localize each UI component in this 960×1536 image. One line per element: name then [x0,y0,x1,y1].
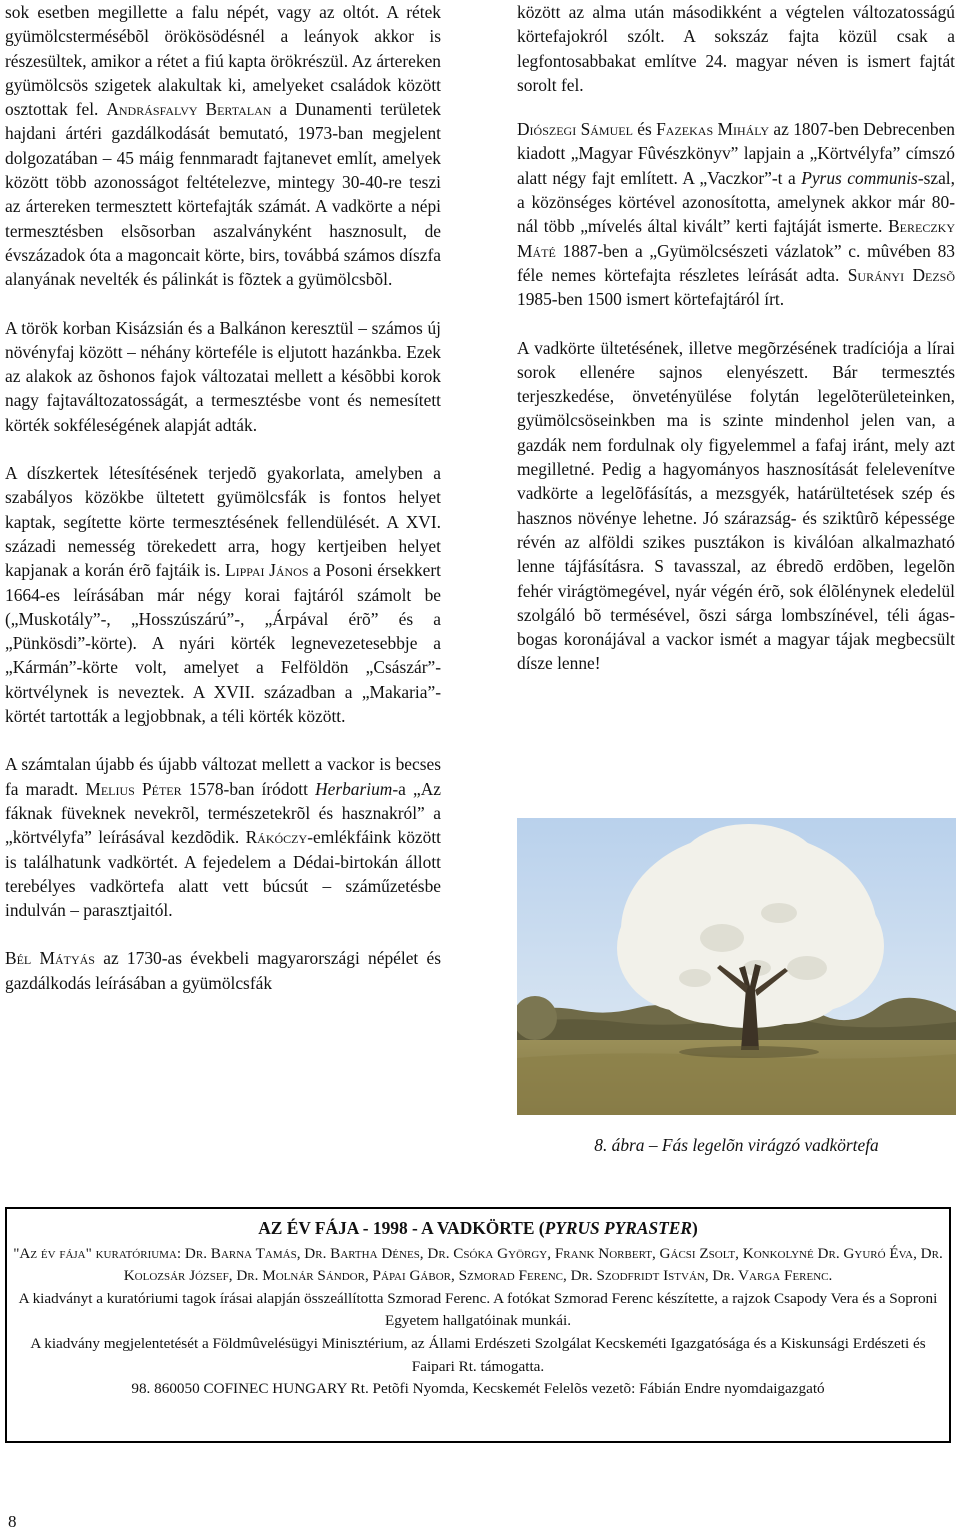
person-name: Rákóczy [245,827,308,848]
text: 1887-ben a „Gyümölcsészeti vázlatok” c. mûvében 83 féle nemes körtefajta részletes leírását adta. [517,240,955,285]
right-column [517,0,955,700]
title-text: ) [691,1218,698,1238]
text: -szal, a közönséges körtével azonosította, amelynek akkor már 80-nál több „mívelés által kivált” kerti fajtáját ismerte. [517,167,955,237]
species-name: Pyrus communis [801,167,918,188]
sponsor-line: A kiadvány megjelentetését a Földmûvelésügyi Minisztérium, az Állami Erdészeti Szolgálat Kecskeméti Igazgatósága és a Kiskunsági Erdészeti és Faipari Rt. támogatta. [30,1334,926,1375]
page-number: 8 [8,1512,17,1531]
text: a Posoni érsekkert 1664-es leírásában már négy korai fajtáról számolt be („Muskotály”-, „Hosszúszárú”-, „Árpával érõ” és a „Pünkösdi”-körte). A nyári körték legnevezetesebbje a „Kármán”-körte volt, amelyet a Felföldön „Császár”-körtvélynek is neveztek. A XVII. században a „Makaria”-körtét tartották a legjobbnak, a téli körték között. [5,560,441,727]
author-name: Bél Mátyás [5,948,95,969]
author-name: Andrásfalvy Bertalan [106,99,272,120]
text: A számtalan újabb és újabb változat mellett a vackor is becses fa maradt. [5,754,441,799]
title-text: AZ ÉV FÁJA - 1998 - A VADKÖRTE ( [258,1218,545,1238]
author-name: Surányi Dezsõ [847,264,955,285]
credits-title [7,1217,949,1240]
text: -emlékfáink között is találhatunk vadkörtét. A fejedelem a Dédai-birtokán állott terebélyes vadkörtefa alatt vett búcsút – száműzetésbe indulván – parasztjaitól. [5,827,441,921]
author-name: Melius Péter [85,778,182,799]
paragraph-6: között az alma után másodikként a végtelen változatosságú körtefajokról szólt. A sokszáz fajta közül csak a legfontosabbakat említve 24. magyar néven is ismert fajtát sorolt fel. [517,2,955,95]
text: 1578-ban íródott [181,778,316,799]
text: A díszkertek létesítésének terjedõ gyakorlata, amelyben a szabályos közökbe ültetett gyümölcsfák is fontos helyet kaptak, segítette körte termesztésének fellendülését. A XVI. századi nemesség törekedett arra, hogy kertjeiben helyet kapjanak a korán érõ fajtáik is. [5,463,441,581]
credits-box [5,1207,951,1443]
paragraph-4 [5,752,441,922]
left-column [5,0,441,1019]
paragraph-2: A török korban Kisázsián és a Balkánon keresztül – számos új növényfaj között – néhány körteféle is eljutott hazánkba. Ezek az alakok az õshonos fajok változatai mellett a késõbbi korok nagy fajtaváltozatosságát, a termesztésbe vont és nemesített körték sokféleségének alapját adták. [5,317,441,435]
paragraph-1 [5,0,441,292]
text: -a „Az fáknak füveknek nevekrõl, természetekrõl és hasznakról” a „körtvélyfa” leírásával kezdõdik. [5,778,441,848]
text: és [632,119,657,140]
paragraph-7 [517,117,955,311]
text: az 1807-ben Debrecenben kiadott „Magyar Fûvészkönyv” lapjain a „Körtvélyfa” címszó alatt négy fajt említett. A „Vaczkor”-t a [517,119,955,188]
author-name: Diószegi Sámuel [517,119,633,140]
text: sok esetben megillette a falu népét, vagy az oltót. A rétek gyümölcstermésébõl örökösödésnél a leányok akkor is részesültek, amikor a rétet a fiú kapta örökrészül. Az ártereken gyümölcsös szigetek alakultak ki, amelyeket családok között osztottak fel. [5,2,441,120]
paragraph-8: A vadkörte ültetésének, illetve megõrzésének tradíciója a lírai sorok ellenére sajnos elenyészett. Bár termesztés terjeszkedése, önvetényülése folytán legelõterületeinken, gyümölcsöseinkben ma is szinte mindenhol jelen van, a gazdák nem fordulnak oly figyelemmel a fafaj iránt, mely azt megilletné. Pedig a hagyományos hasznosítását felelevenítve vadkörte a legelõfásítás, a mezsgyék, határültetések szép és hasznos növénye lehetne. Jó szárazság- és sziktûrõ képessége révén az alföldi szikes pusztákon is kiválóan alkalmazható lenne tájfásításra. S tavasszal, az ébredõ erdõben, legelõn fehér virágtömegével, nyár végén érõ, sok élõlénynek eledelül szolgáló bõ termésével, õszi sárga lombszínével, téli ágas-bogas koronájával a vackor ismét a magyar tájak megbecsült dísze lenne! [517,337,955,674]
compiler-line: A kiadványt a kuratóriumi tagok írásai alapján összeállította Szmorad Ferenc. A fotókat Szmorad Ferenc készítette, a rajzok Csapody Vera és a Soproni Egyetem hallgatóinak munkái. [18,1289,938,1330]
author-name: Fazekas Mihály [656,119,770,140]
paragraph-3 [5,461,441,728]
printer-line: 98. 860050 COFINEC HUNGARY Rt. Petõfi Nyomda, Kecskemét Felelõs vezetõ: Fábián Endre nyomdaigazgató [131,1380,825,1398]
book-title: Herbarium [315,778,393,799]
text: az 1730-as évekbeli magyarországi népélet és gazdálkodás leírásában a gyümölcsfák [5,948,441,993]
paragraph-5 [5,946,441,995]
text: a Dunamenti területek hajdani ártéri gazdálkodását bemutató, 1973-ban megjelent dolgozatában – 45 máig fennmaradt fajtanevet említ, amelyek között több azonosságot feltételezve, mintegy 30-40-re teszi az ártereken termesztett körtefajták számát. A vadkörte a népi termesztésben elsõsorban aszalványként hasznosult, de évszázadok óta a magoncait körte, birs, továbbá számos díszfa alanyának nevelték és pálinkát is fõztek a gyümölcsbõl. [5,99,441,290]
title-species: PYRUS PYRASTER [544,1218,692,1238]
author-name: Lippai János [224,560,309,581]
curatorium-line: "Az év fája" kuratóriuma: Dr. Barna Tamás, Dr. Bartha Dénes, Dr. Csóka György, Frank Norbert, Gácsi Zsolt, Konkolyné Dr. Gyuró Éva, Dr. Kolozsár József, Dr. Molnár Sándor, Pápai Gábor, Szmorad Ferenc, Dr. Szodfridt István, Dr. Varga Ferenc. [13,1244,943,1285]
text: 1985-ben 1500 ismert körtefajtáról írt. [517,289,785,310]
author-name: Bereczky Máté [517,216,955,261]
wild-pear-tree-photo [517,818,956,1115]
figure-caption: 8. ábra – Fás legelõn virágzó vadkörtefa [594,1135,879,1155]
